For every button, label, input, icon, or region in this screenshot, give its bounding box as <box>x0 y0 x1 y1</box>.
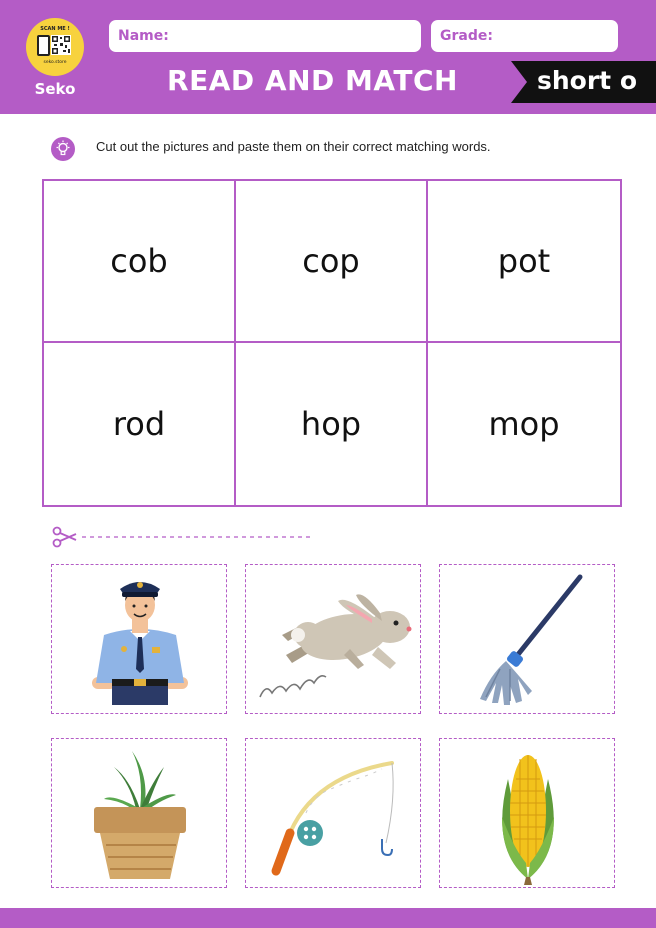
name-field[interactable] <box>109 20 421 52</box>
tag-label: short o <box>537 66 638 95</box>
mop-icon <box>440 565 616 715</box>
word-grid <box>42 179 622 507</box>
police-officer-icon <box>52 565 228 715</box>
header-banner <box>0 0 656 114</box>
footer-bar <box>0 908 656 928</box>
picture-card-corn-cob[interactable] <box>439 738 615 888</box>
brand-name: Seko <box>34 80 76 98</box>
page-title: READ AND MATCH <box>167 64 458 97</box>
picture-card-hopping-rabbit[interactable] <box>245 564 421 714</box>
picture-card-potted-plant[interactable] <box>51 738 227 888</box>
word-cell-cob[interactable]: cob <box>44 181 236 343</box>
short-o-tag <box>511 61 656 103</box>
picture-card-fishing-rod[interactable] <box>245 738 421 888</box>
word-cell-cop[interactable]: cop <box>236 181 428 343</box>
logo-site-text: seko.store <box>43 60 67 65</box>
hopping-rabbit-icon <box>246 565 422 715</box>
lightbulb-icon <box>51 137 75 161</box>
picture-card-police-officer[interactable] <box>51 564 227 714</box>
name-label: Name: <box>118 28 169 44</box>
cut-line <box>52 525 314 549</box>
potted-plant-icon <box>52 739 228 889</box>
corn-cob-icon <box>440 739 616 889</box>
grade-label: Grade: <box>440 28 493 44</box>
qr-code-icon <box>51 35 71 55</box>
seko-logo-badge[interactable] <box>26 18 84 76</box>
phone-icon <box>37 35 50 56</box>
word-cell-mop[interactable]: mop <box>488 405 560 443</box>
word-cell-rod[interactable]: rod <box>44 343 236 505</box>
scissors-icon <box>54 528 77 547</box>
logo-scan-text: SCAN ME ! <box>40 26 70 32</box>
instruction-text: Cut out the pictures and paste them on their correct matching words. <box>96 139 491 154</box>
picture-card-mop[interactable] <box>439 564 615 714</box>
word-cell-pot[interactable]: pot <box>428 181 620 343</box>
grade-field[interactable] <box>431 20 618 52</box>
word-cell-hop[interactable]: hop <box>236 343 428 505</box>
fishing-rod-icon <box>246 739 422 889</box>
